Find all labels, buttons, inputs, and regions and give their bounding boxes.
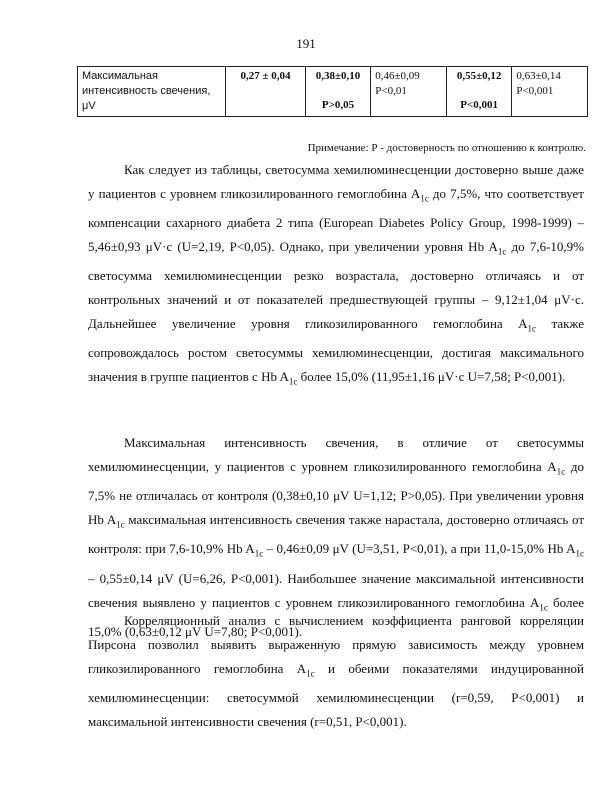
group1-cell xyxy=(305,67,371,117)
paragraph-3 xyxy=(88,609,584,734)
paragraph-1-text: Как следует из таблицы, светосумма хемилюминесценции достоверно выше даже у пациентов с уровнем гликозилированного гемоглобина $A_{1c}$ до 7,5%, что соответствует компенсации сахарного диабета 2 типа (European Diabetes Policy Group, 1998-1999) – 5,46±0,93 μV·c (U=2,19, P<0,05). Однако, при увеличении уровня Hb $A_{1c}$ до 7,6-10,9% светосумма хемилюминесценции резко возрастала, достоверно отличаясь и от контрольных значений и от показателей предшествующей группы – 9,12±1,04 μV·c. Дальнейшее увеличение уровня гликозилированного гемоглобина $A_{1c}$ также сопровождалось ростом светосуммы хемилюминесценции, достигая максимального значения в группе пациентов с Hb $A_{1c}$ более 15,0% (11,95±1,16 μV·c U=7,58; P<0,001). xyxy=(88,162,584,387)
row-label: Максимальная интенсивность свечения, μV xyxy=(78,67,226,117)
group2-value: 0,46±0,09 xyxy=(375,70,420,82)
group4-p: P<0,001 xyxy=(516,85,554,97)
group2-cell xyxy=(371,67,447,117)
group3-cell xyxy=(446,67,512,117)
page-number: 191 xyxy=(296,36,316,51)
paragraph-2-text: Максимальная интенсивность свечения, в отличие от светосуммы хемилюминесценции, у пациентов с уровнем гликозилированного гемоглобина $A_{1c}$ до 7,5% не отличалась от контроля (0,38±0,10 μV U=1,12; P>0,05). При увеличении уровня Hb $A_{1c}$ максимальная интенсивность свечения также нарастала, достоверно отличаясь от контроля: при 7,6-10,9% Hb $A_{1c} - 0,46\pm 0,09$ μV (U=3,51, P<0,01), а при 11,0-15,0% Hb $A_{1c} - 0,55\pm 0,14$ μV (U=6,26, P<0,001). Наибольшее значение максимальной интенсивности свечения выявлено у пациентов с уровнем гликозилированного гемоглобина $A_{1c}$ более 15,0% (0,63±0,12 μV U=7,80; P<0,001). xyxy=(88,435,585,639)
control-value: 0,27 ± 0,04 xyxy=(226,67,306,117)
paragraph-1 xyxy=(88,158,584,395)
group3-value: 0,55±0,12 xyxy=(456,70,502,82)
group1-p: P>0,05 xyxy=(321,99,355,111)
paragraph-3-text: Корреляционный анализ с вычислением коэффициента ранговой корреляции Пирсона позволил выявить выраженную прямую зависимость между уровнем гликозилированного гемоглобина $A_{1c}$ и обеими показателями индуцированной хемилюминесценции: светосуммой хемилюминесценции (r=0,59, P<0,001) и максимальной интенсивности свечения (r=0,51, P<0,001). xyxy=(88,613,584,729)
table-note: Примечание: Р - достоверность по отношению к контролю. xyxy=(307,142,586,154)
group4-value: 0,63±0,14 xyxy=(516,70,561,82)
group1-value: 0,38±0,10 xyxy=(315,70,361,82)
group3-p: P<0,001 xyxy=(460,99,498,111)
group4-cell xyxy=(512,67,588,117)
results-table xyxy=(77,66,588,117)
group2-p: P<0,01 xyxy=(375,85,407,97)
table-row xyxy=(78,67,588,117)
